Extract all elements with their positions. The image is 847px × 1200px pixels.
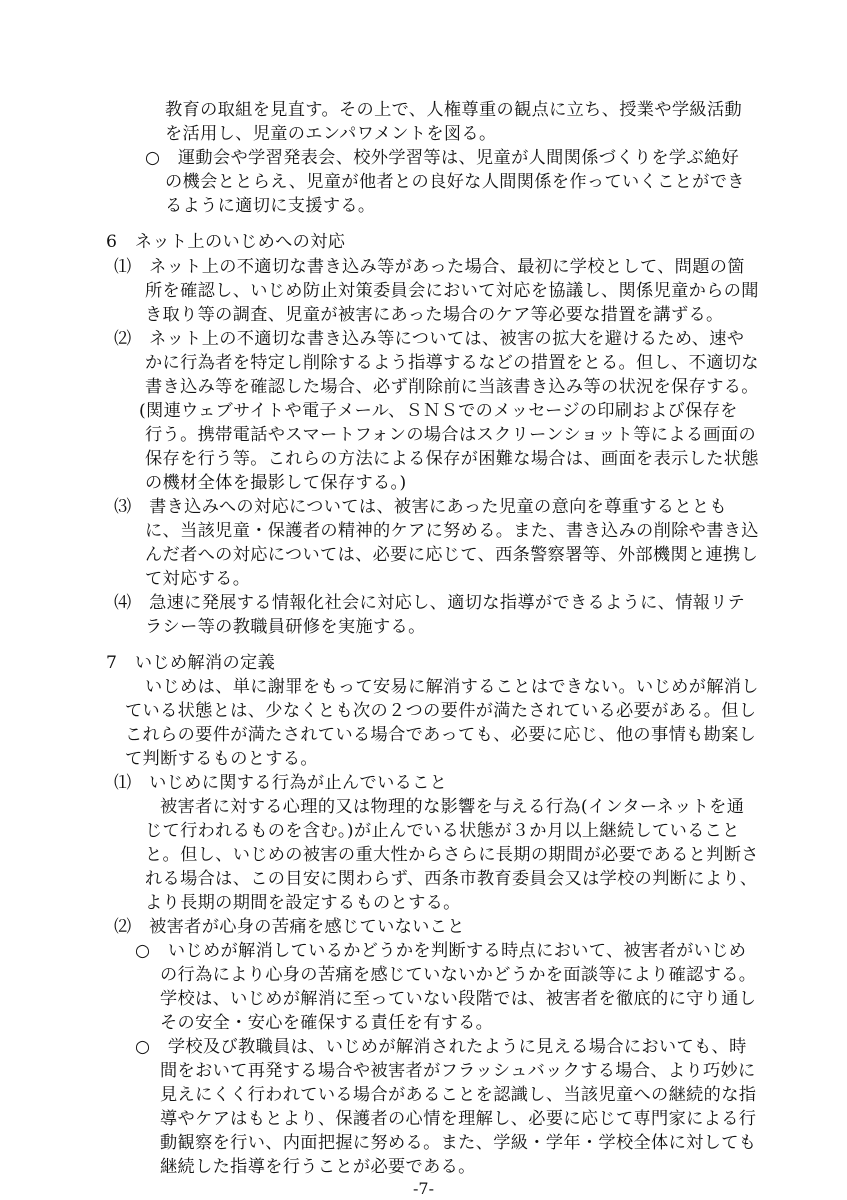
text-line: て判断するものとする。	[125, 749, 318, 769]
text-line: 書き込み等を確認した場合、必ず削除前に当該書き込み等の状況を保存する。	[145, 377, 759, 397]
text-line: を活用し、児童のエンパワメントを図る。	[165, 124, 497, 144]
text-line: 保存を行う等。これらの方法による保存が困難な場合は、画面を表示した状態	[145, 449, 759, 469]
page-number: -7-	[413, 1179, 434, 1198]
text-line: 導やケアはもとより、保護者の心情を理解し、必要に応じて専門家による行	[160, 1109, 757, 1129]
text-line: るように適切に支援する。	[165, 196, 376, 216]
text-line: 間をおいて再発する場合や被害者がフラッシュバックする場合、より巧妙に	[160, 1061, 756, 1081]
text-line: れる場合は、この目安に関わらず、西条市教育委員会又は学校の判断により、	[145, 869, 758, 889]
text-line: これらの要件が満たされている場合であっても、必要に応じ、他の事情も勘案し	[125, 725, 757, 745]
text-line: 継続した指導を行うことが必要である。	[160, 1157, 476, 1177]
section-heading: 7 いじめ解消の定義	[106, 653, 276, 673]
text-line: 教育の取組を見直す。その上で、人権尊重の観点に立ち、授業や学級活動	[165, 100, 743, 120]
text-line: て対応する。	[145, 569, 251, 589]
text-line: その安全・安心を確保する責任を有する。	[160, 1013, 494, 1033]
text-line: 学校は、いじめが解消に至っていない段階では、被害者を徹底的に守り通し	[160, 989, 757, 1009]
text-line: (関連ウェブサイトや電子メール、ＳＮＳでのメッセージの印刷および保存を	[139, 401, 738, 421]
text-line: ⑶ 書き込みへの対応については、被害にあった児童の意向を尊重するととも	[114, 497, 727, 517]
text-line: より長期の期間を設定するものとする。	[145, 893, 461, 913]
text-line: ラシー等の教職員研修を実施する。	[145, 617, 426, 637]
text-line: じて行われるものを含む。)が止んでいる状態が３か月以上継続していること	[145, 821, 740, 841]
text-line: の行為により心身の苦痛を感じていないかどうかを面談等により確認する。	[160, 965, 757, 985]
text-line: ⑷ 急速に発展する情報化社会に対応し、適切な指導ができるように、情報リテ	[114, 593, 746, 613]
text-line: 所を確認し、いじめ防止対策委員会において対応を協議し、関係児童からの聞	[145, 281, 759, 301]
section-heading: 6 ネット上のいじめへの対応	[106, 232, 346, 252]
text-line: んだ者への対応については、必要に応じて、西条警察署等、外部機関と連携し	[145, 545, 759, 565]
text-line: いじめは、単に謝罪をもって安易に解消することはできない。いじめが解消し	[145, 677, 759, 697]
text-line: 見えにくく行われている場合があることを認識し、当該児童への継続的な指	[160, 1085, 757, 1105]
text-line: ⑴ ネット上の不適切な書き込み等があった場合、最初に学校として、問題の箇	[114, 257, 745, 277]
text-line: ○ 運動会や学習発表会、校外学習等は、児童が人間関係づくりを学ぶ絶好	[145, 148, 740, 168]
text-line: ⑵ ネット上の不適切な書き込み等については、被害の拡大を避けるため、速や	[114, 329, 745, 349]
text-line: 行う。携帯電話やスマートフォンの場合はスクリーンショット等による画面の	[145, 425, 756, 445]
text-line: の機会ととらえ、児童が他者との良好な人間関係を作っていくことができ	[165, 172, 745, 192]
text-line: 動観察を行い、内面把握に努める。また、学級・学年・学校全体に対しても	[160, 1133, 757, 1153]
text-line: ○ 学校及び教職員は、いじめが解消されたように見える場合においても、時	[135, 1037, 747, 1057]
text-line: の機材全体を撮影して保存する。)	[145, 473, 407, 493]
text-line: かに行為者を特定し削除するよう指導するなどの措置をとる。但し、不適切な	[145, 353, 759, 373]
text-line: 被害者に対する心理的又は物理的な影響を与える行為(インターネットを通	[160, 797, 745, 817]
text-line: と。但し、いじめの被害の重大性からさらに長期の期間が必要であると判断さ	[145, 845, 759, 865]
text-line: に、当該児童・保護者の精神的ケアに努める。また、書き込みの削除や書き込	[145, 521, 759, 541]
text-line: き取り等の調査、児童が被害にあった場合のケア等必要な措置を講ずる。	[145, 305, 724, 325]
text-line: ⑵ 被害者が心身の苦痛を感じていないこと	[114, 917, 465, 937]
text-line: ○ いじめが解消しているかどうかを判断する時点において、被害者がいじめ	[135, 941, 747, 961]
text-line: ている状態とは、少なくとも次の２つの要件が満たされている必要がある。但し	[125, 701, 757, 721]
text-line: ⑴ いじめに関する行為が止んでいること	[114, 773, 448, 793]
